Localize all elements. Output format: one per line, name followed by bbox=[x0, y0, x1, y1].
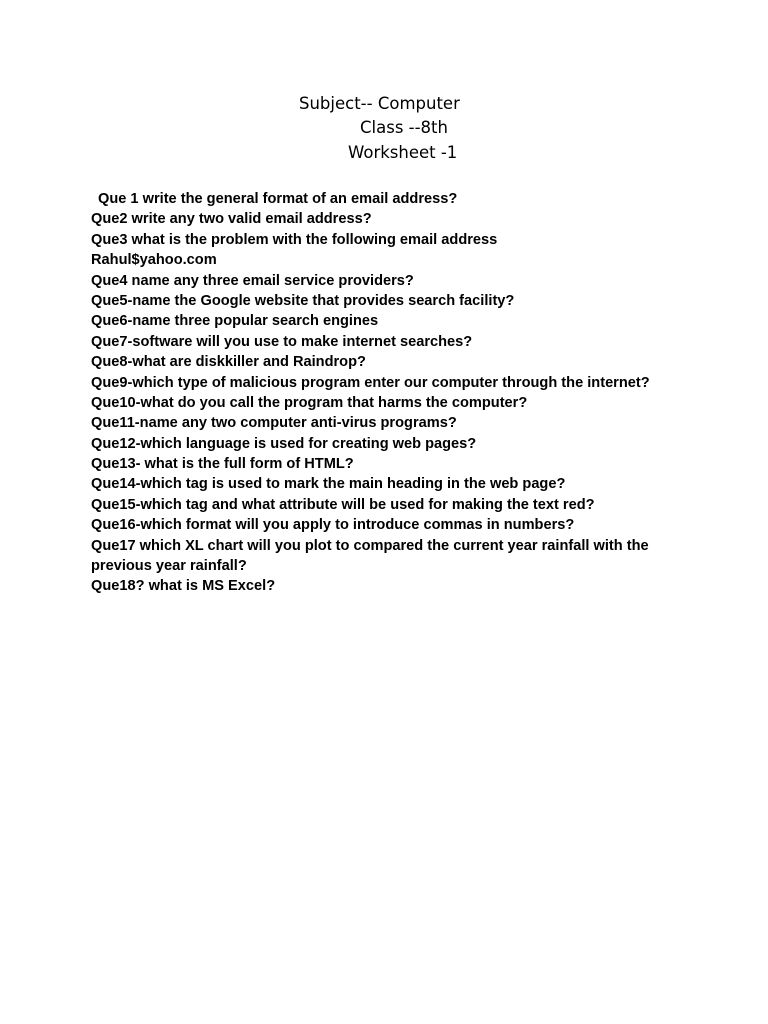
question-line: Que10-what do you call the program that harms the computer? bbox=[91, 394, 528, 411]
question-line: Que4 name any three email service providers? bbox=[91, 272, 414, 289]
question-line: Que5-name the Google website that provides search facility? bbox=[91, 292, 515, 309]
question-line: Que12-which language is used for creating web pages? bbox=[91, 435, 477, 452]
question-line: Que8-what are diskkiller and Raindrop? bbox=[91, 354, 366, 371]
class-heading: Class --8th bbox=[360, 118, 448, 137]
question-line: Rahul$yahoo.com bbox=[91, 252, 217, 269]
question-line: Que11-name any two computer anti-virus programs? bbox=[91, 415, 457, 432]
worksheet-heading: Worksheet -1 bbox=[348, 143, 458, 162]
question-line: previous year rainfall? bbox=[91, 558, 247, 575]
question-line: Que9-which type of malicious program enter our computer through the internet? bbox=[91, 374, 650, 391]
subject-heading: Subject-- Computer bbox=[299, 94, 460, 113]
question-line: Que14-which tag is used to mark the main heading in the web page? bbox=[91, 476, 566, 493]
question-line: Que17 which XL chart will you plot to compared the current year rainfall with the bbox=[91, 537, 649, 554]
question-line: Que7-software will you use to make internet searches? bbox=[91, 333, 473, 350]
question-line: Que2 write any two valid email address? bbox=[91, 211, 372, 228]
question-list bbox=[91, 189, 731, 597]
question-line: Que15-which tag and what attribute will be used for making the text red? bbox=[91, 496, 595, 513]
question-line: Que13- what is the full form of HTML? bbox=[91, 456, 354, 473]
question-line: Que3 what is the problem with the following email address bbox=[91, 231, 498, 248]
question-line: Que18? what is MS Excel? bbox=[91, 578, 276, 595]
question-line: Que16-which format will you apply to introduce commas in numbers? bbox=[91, 517, 575, 534]
question-line: Que6-name three popular search engines bbox=[91, 313, 379, 330]
question-line: Que 1 write the general format of an email address? bbox=[98, 191, 458, 207]
